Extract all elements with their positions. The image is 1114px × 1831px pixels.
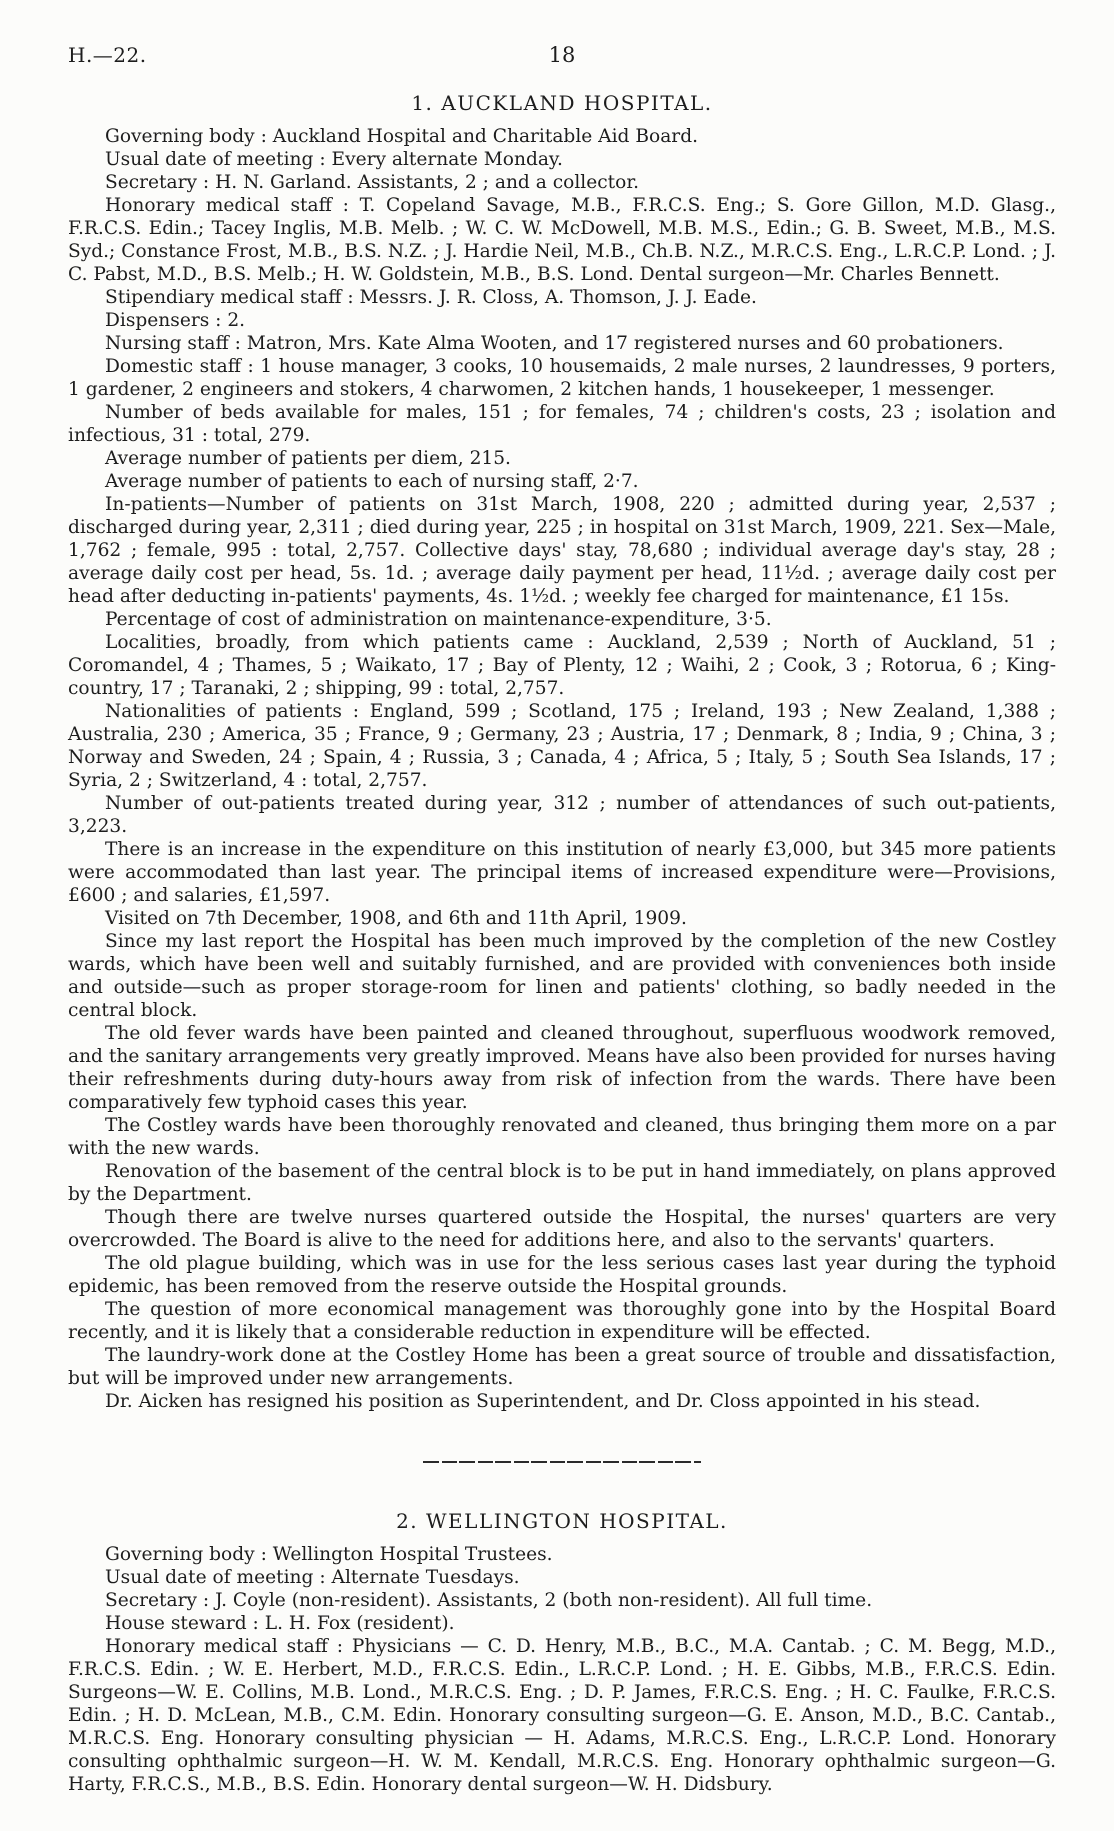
section-divider <box>423 1461 701 1463</box>
paragraph-domestic-staff: Domestic staff : 1 house manager, 3 cooks, 10 housemaids, 2 male nurses, 2 laundresses, 9 porters, 1 gardener, 2 engineers and stokers, 4 charwomen, 2 kitchen hands, 1 housekeeper, 1 messenger. <box>68 356 1056 400</box>
section-auckland-body <box>68 125 1056 1413</box>
page-number: 18 <box>548 43 576 67</box>
paragraph-nursing-staff: Nursing staff : Matron, Mrs. Kate Alma Wooten, and 17 registered nurses and 60 probationers. <box>105 333 1004 354</box>
paragraph-economical-management: The question of more economical management was thoroughly gone into by the Hospital Board recently, and it is likely that a considerable reduction in expenditure will be effected. <box>68 1299 1056 1343</box>
section-title-auckland: 1. AUCKLAND HOSPITAL. <box>411 91 713 115</box>
paragraph-nationalities: Nationalities of patients : England, 599 ; Scotland, 175 ; Ireland, 193 ; New Zealand, 1,388 ; Australia, 230 ; America, 35 ; France, 9 ; Germany, 23 ; Austria, 17 ; Denmark, 8 ; India, 9 ; China, 3 ; Norway and Sweden, 24 ; Spain, 4 ; Russia, 3 ; Canada, 4 ; Africa, 5 ; Italy, 5 ; South Sea Islands, 17 ; Syria, 2 ; Switzerland, 4 : total, 2,757. <box>68 701 1056 791</box>
paragraph-expenditure-increase: There is an increase in the expenditure on this institution of nearly £3,000, but 345 more patients were accommodated than last year. The principal items of increased expenditure were—Provisions, £600 ; and salaries, £1,597. <box>68 839 1056 906</box>
paragraph-out-patients: Number of out-patients treated during year, 312 ; number of attendances of such out-patients, 3,223. <box>68 793 1056 837</box>
paragraph-meeting-date: Usual date of meeting : Every alternate Monday. <box>105 149 563 170</box>
paragraph-meeting-date: Usual date of meeting : Alternate Tuesdays. <box>105 1567 520 1588</box>
paragraph-basement-renovation: Renovation of the basement of the central block is to be put in hand immediately, on plans approved by the Department. <box>68 1161 1056 1205</box>
paragraph-old-fever-wards: The old fever wards have been painted and cleaned throughout, superfluous woodwork removed, and the sanitary arrangements very greatly improved. Means have also been provided for nurses having their refreshments during duty-hours away from risk of infection from the wards. There have been comparatively few typhoid cases this year. <box>68 1023 1056 1113</box>
paragraph-localities: Localities, broadly, from which patients came : Auckland, 2,539 ; North of Auckland, 51 ; Coromandel, 4 ; Thames, 5 ; Waikato, 17 ; Bay of Plenty, 12 ; Waihi, 2 ; Cook, 3 ; Rotorua, 6 ; King-country, 17 ; Taranaki, 2 ; shipping, 99 : total, 2,757. <box>68 632 1056 699</box>
paragraph-honorary-medical-staff: Honorary medical staff : Physicians — C. D. Henry, M.B., B.C., M.A. Cantab. ; C. M. Begg, M.D., F.R.C.S. Edin. ; W. E. Herbert, M.D., F.R.C.S. Edin., L.R.C.P. Lond. ; H. E. Gibbs, M.B., F.R.C.S. Edin. Surgeons—W. E. Collins, M.B. Lond., M.R.C.S. Eng. ; D. P. James, F.R.C.S. Eng. ; H. C. Faulke, F.R.C.S. Edin. ; H. D. McLean, M.B., C.M. Edin. Honorary consulting surgeon—G. E. Anson, M.D., B.C. Cantab., M.R.C.S. Eng. Honorary consulting physician — H. Adams, M.R.C.S. Eng., L.R.C.P. Lond. Honorary consulting ophthalmic surgeon—H. W. M. Kendall, M.R.C.S. Eng. Honorary ophthalmic surgeon—G. Harty, F.R.C.S., M.B., B.S. Edin. Honorary dental surgeon—W. H. Didsbury. <box>68 1636 1056 1795</box>
section-title-wellington: 2. WELLINGTON HOSPITAL. <box>396 1509 728 1533</box>
paragraph-laundry-work: The laundry-work done at the Costley Home has been a great source of trouble and dissatisfaction, but will be improved under new arrangements. <box>68 1345 1056 1389</box>
page-header <box>68 44 1056 67</box>
paragraph-patients-per-diem: Average number of patients per diem, 215. <box>105 448 511 469</box>
section-wellington-hospital <box>68 1509 1056 1796</box>
paragraph-secretary: Secretary : J. Coyle (non-resident). Assistants, 2 (both non-resident). All full time. <box>105 1590 873 1611</box>
paragraph-governing-body: Governing body : Auckland Hospital and Charitable Aid Board. <box>105 126 699 147</box>
paragraph-dispensers: Dispensers : 2. <box>105 310 246 331</box>
paragraph-beds: Number of beds available for males, 151 ; for females, 74 ; children's costs, 23 ; isolation and infectious, 31 : total, 279. <box>68 402 1056 446</box>
paragraph-nurses-quarters: Though there are twelve nurses quartered outside the Hospital, the nurses' quarters are very overcrowded. The Board is alive to the need for additions here, and also to the servants' quarters. <box>68 1207 1056 1251</box>
paragraph-honorary-medical-staff: Honorary medical staff : T. Copeland Savage, M.B., F.R.C.S. Eng.; S. Gore Gillon, M.D. Glasg., F.R.C.S. Edin.; Tacey Inglis, M.B. Melb. ; W. C. W. McDowell, M.B. M.S., Edin.; G. B. Sweet, M.B., M.S. Syd.; Constance Frost, M.B., B.S. N.Z. ; J. Hardie Neil, M.B., Ch.B. N.Z., M.R.C.S. Eng., L.R.C.P. Lond. ; J. C. Pabst, M.D., B.S. Melb.; H. W. Goldstein, M.B., B.S. Lond. Dental surgeon—Mr. Charles Bennett. <box>68 195 1056 285</box>
paragraph-administration-percentage: Percentage of cost of administration on maintenance-expenditure, 3·5. <box>105 609 772 630</box>
paragraph-costley-wards-completion: Since my last report the Hospital has been much improved by the completion of the new Costley wards, which have been well and suitably furnished, and are provided with conveniences both inside and outside—such as proper storage-room for linen and patients' clothing, so badly needed in the central block. <box>68 931 1056 1021</box>
paragraph-governing-body: Governing body : Wellington Hospital Trustees. <box>105 1544 553 1565</box>
report-number: H.—22. <box>68 43 147 67</box>
paragraph-in-patients: In-patients—Number of patients on 31st March, 1908, 220 ; admitted during year, 2,537 ; discharged during year, 2,311 ; died during year, 225 ; in hospital on 31st March, 1909, 221. Sex—Male, 1,762 ; female, 995 : total, 2,757. Collective days' stay, 78,680 ; individual average day's stay, 28 ; average daily cost per head, 5s. 1d. ; average daily payment per head, 11½d. ; average daily cost per head after deducting in-patients' payments, 4s. 1½d. ; weekly fee charged for maintenance, £1 15s. <box>68 494 1056 607</box>
paragraph-costley-wards-renovated: The Costley wards have been thoroughly renovated and cleaned, thus bringing them more on a par with the new wards. <box>68 1115 1056 1159</box>
section-wellington-body <box>68 1543 1056 1796</box>
paragraph-stipendiary-staff: Stipendiary medical staff : Messrs. J. R. Closs, A. Thomson, J. J. Eade. <box>105 287 757 308</box>
paragraph-secretary: Secretary : H. N. Garland. Assistants, 2 ; and a collector. <box>105 172 640 193</box>
paragraph-house-steward: House steward : L. H. Fox (resident). <box>105 1613 455 1634</box>
paragraph-visited: Visited on 7th December, 1908, and 6th and 11th April, 1909. <box>105 908 687 929</box>
paragraph-plague-building: The old plague building, which was in use for the less serious cases last year during the typhoid epidemic, has been removed from the reserve outside the Hospital grounds. <box>68 1253 1056 1297</box>
section-auckland-hospital <box>68 91 1056 1413</box>
paragraph-superintendent-change: Dr. Aicken has resigned his position as Superintendent, and Dr. Closs appointed in his stead. <box>105 1391 981 1412</box>
paragraph-patients-per-nurse: Average number of patients to each of nursing staff, 2·7. <box>105 471 639 492</box>
